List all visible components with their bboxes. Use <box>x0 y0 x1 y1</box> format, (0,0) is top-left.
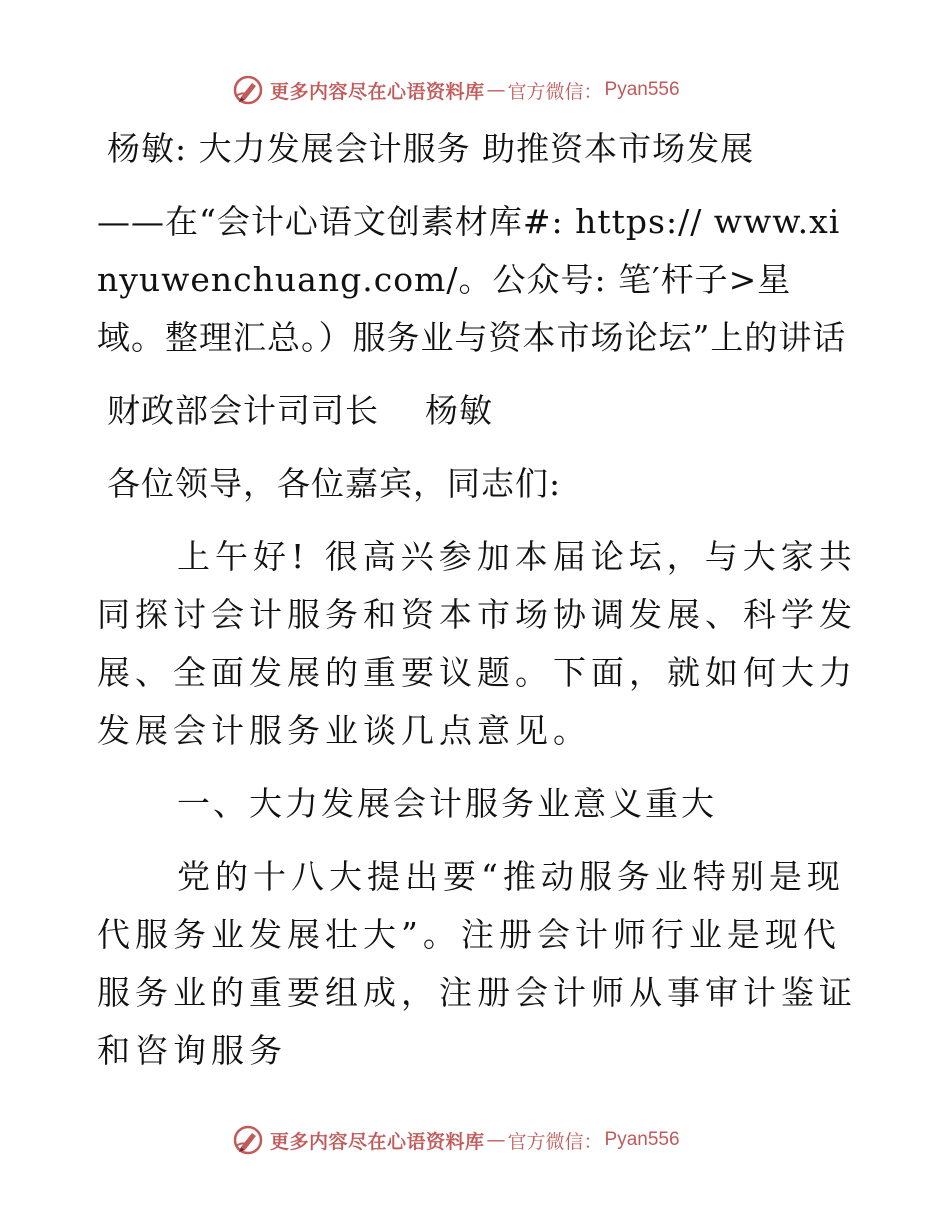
watermark-banner-top <box>232 70 680 110</box>
author-line: 财政部会计司司长 杨敏 <box>107 391 493 430</box>
watermark-main-text: 更多内容尽在心语资料库 <box>270 80 485 103</box>
body-paragraph: 党的十八大提出要“推动服务业特别是现代服务业发展壮大”。注册会计师行业是现代服务业的重要组成，注册会计师从事审计鉴证和咨询服务 <box>97 857 857 1070</box>
pen-logo-icon <box>232 1124 264 1156</box>
watermark-sub-text: 官方微信： <box>507 80 603 103</box>
watermark-sub-text: 官方微信： <box>507 1130 603 1153</box>
document-subtitle: ——在“会计心语文创素材库#: https:// www.xinyuwenchuang.com/。公众号: 笔′杆子>星域。整理汇总。）服务业与资本市场论坛”上的讲话 <box>97 202 847 357</box>
greeting-line: 各位领导，各位嘉宾，同志们: <box>107 464 562 503</box>
document-title: 杨敏: 大力发展会计服务 助推资本市场发展 <box>107 129 755 168</box>
watermark-id-text: Pyan556 <box>604 1129 680 1150</box>
watermark-id-text: Pyan556 <box>604 79 680 100</box>
watermark-main-text: 更多内容尽在心语资料库 <box>270 1130 485 1153</box>
body-paragraph: 上午好! 很高兴参加本届论坛，与大家共同探讨会计服务和资本市场协调发展、科学发展、全面发展的重要议题。下面，就如何大力发展会计服务业谈几点意见。 <box>97 537 857 750</box>
watermark-dash: — <box>486 1129 506 1151</box>
section-heading: 一、大力发展会计服务业意义重大 <box>177 784 717 823</box>
watermark-banner-bottom <box>232 1120 680 1160</box>
pen-logo-icon <box>232 74 264 106</box>
watermark-dash: — <box>486 79 506 101</box>
document-body <box>97 120 857 1080</box>
